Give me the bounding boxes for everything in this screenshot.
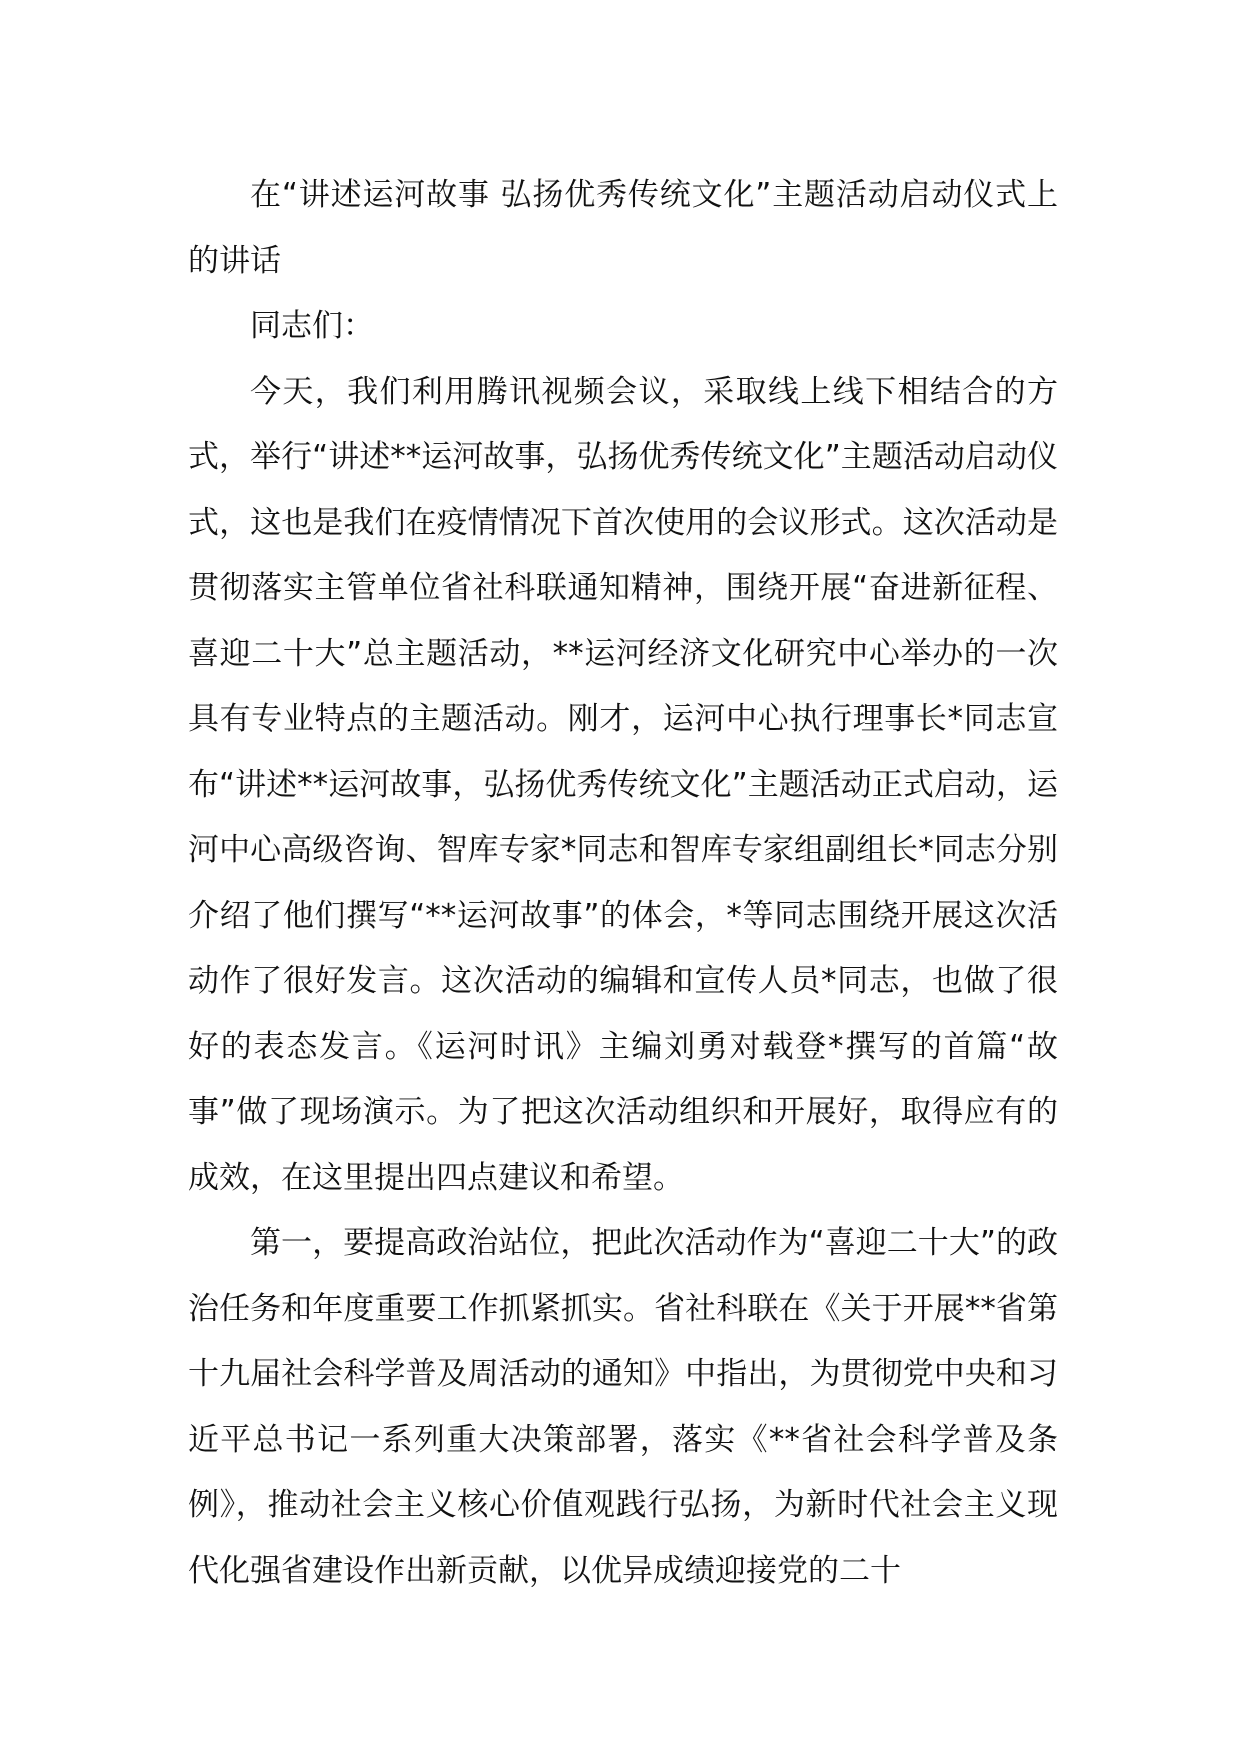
paragraph-2: 第一，要提高政治站位，把此次活动作为“喜迎二十大”的政治任务和年度重要工作抓紧抓实。省社科联在《关于开展**省第十九届社会科学普及周活动的通知》中指出，为贯彻党中央和习近平总书记一系列重大决策部署，落实《**省社会科学普及条例》，推动社会主义核心价值观践行弘扬，为新时代社会主义现代化强省建设作出新贡献，以优异成绩迎接党的二十 xyxy=(188,1225,1058,1589)
document-title: 在“讲述运河故事 弘扬优秀传统文化”主题活动启动仪式上的讲话 xyxy=(188,177,1058,279)
document-page xyxy=(188,163,1058,1604)
paragraph-1: 今天，我们利用腾讯视频会议，采取线上线下相结合的方式，举行“讲述**运河故事，弘扬优秀传统文化”主题活动启动仪式，这也是我们在疫情情况下首次使用的会议形式。这次活动是贯彻落实主管单位省社科联通知精神，围绕开展“奋进新征程、喜迎二十大”总主题活动，**运河经济文化研究中心举办的一次具有专业特点的主题活动。刚才，运河中心执行理事长*同志宣布“讲述**运河故事，弘扬优秀传统文化”主题活动正式启动，运河中心高级咨询、智库专家*同志和智库专家组副组长*同志分别介绍了他们撰写“**运河故事”的体会，*等同志围绕开展这次活动作了很好发言。这次活动的编辑和宣传人员*同志，也做了很好的表态发言。《运河时讯》主编刘勇对载登*撰写的首篇“故事”做了现场演示。为了把这次活动组织和开展好，取得应有的成效，在这里提出四点建议和希望。 xyxy=(188,373,1058,1196)
salutation: 同志们： xyxy=(250,308,374,344)
